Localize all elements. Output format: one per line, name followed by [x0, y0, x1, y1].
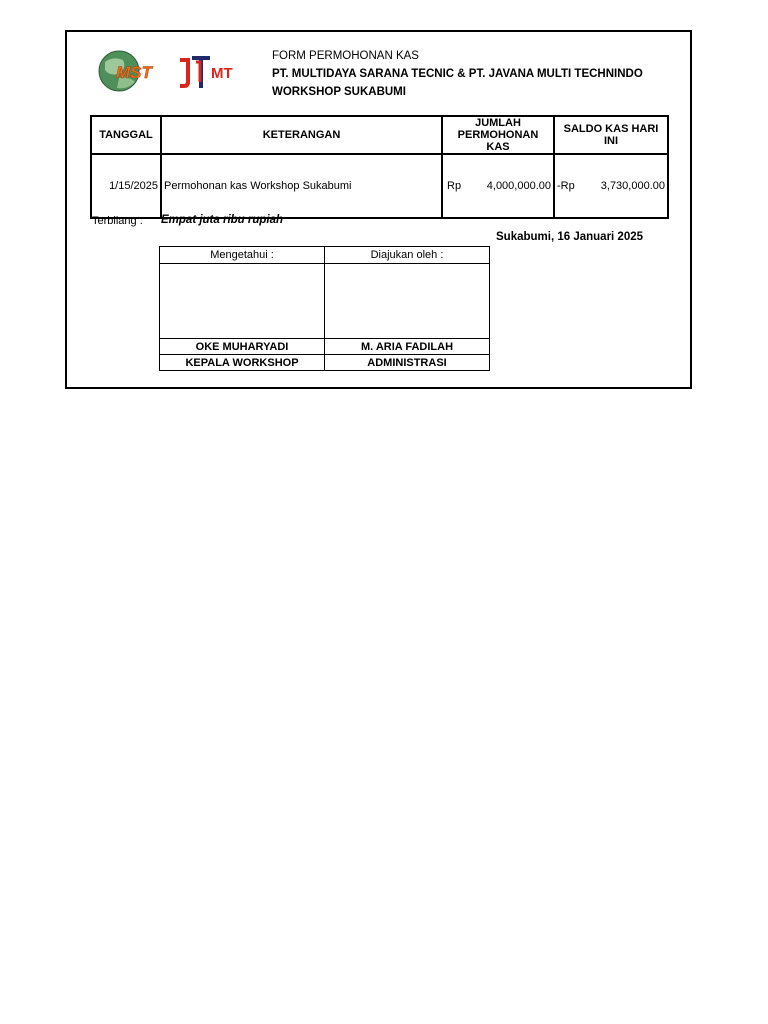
sign-right-header: Diajukan oleh :: [325, 247, 490, 264]
form-header: [272, 47, 643, 101]
mst-logo: [97, 48, 155, 94]
col-jumlah: [442, 116, 554, 154]
col-jumlah-line1: JUMLAH: [475, 117, 521, 129]
cell-jumlah: [442, 154, 554, 218]
terbilang-label: Terbilang :: [92, 215, 143, 227]
sign-left-name: OKE MUHARYADI: [160, 339, 325, 355]
sign-left-title: KEPALA WORKSHOP: [160, 355, 325, 371]
saldo-currency: -Rp: [557, 180, 575, 192]
jmt-logo: [178, 54, 244, 90]
sign-left-space: [160, 264, 325, 339]
sign-right-title: ADMINISTRASI: [325, 355, 490, 371]
col-saldo: SALDO KAS HARI INI: [554, 116, 668, 154]
workshop-name: WORKSHOP SUKABUMI: [272, 86, 406, 98]
table-header-row: [91, 116, 668, 154]
place-date: Sukabumi, 16 Januari 2025: [496, 231, 644, 243]
sign-right-space: [325, 264, 490, 339]
cell-saldo: [554, 154, 668, 218]
jmt-logo-text: MT: [211, 65, 233, 82]
jumlah-amount: 4,000,000.00: [486, 180, 551, 192]
col-keterangan: KETERANGAN: [161, 116, 442, 154]
cell-keterangan: Permohonan kas Workshop Sukabumi: [161, 154, 442, 218]
mst-logo-text: MST: [116, 63, 152, 82]
terbilang-value: Empat juta ribu rupiah: [161, 214, 284, 226]
jumlah-currency: Rp: [447, 180, 462, 192]
sign-right-name: M. ARIA FADILAH: [325, 339, 490, 355]
col-jumlah-line2: PERMOHONAN KAS: [457, 129, 539, 153]
col-tanggal: TANGGAL: [91, 116, 161, 154]
cell-tanggal: 1/15/2025: [91, 154, 161, 218]
signature-table: [159, 246, 490, 371]
form-title: FORM PERMOHONAN KAS: [272, 50, 419, 62]
table-row: [91, 154, 668, 218]
company-names: PT. MULTIDAYA SARANA TECNIC & PT. JAVANA MULTI TECHNINDO: [272, 68, 643, 80]
cash-request-table: [90, 115, 669, 219]
sign-left-header: Mengetahui :: [160, 247, 325, 264]
saldo-amount: 3,730,000.00: [600, 180, 665, 192]
